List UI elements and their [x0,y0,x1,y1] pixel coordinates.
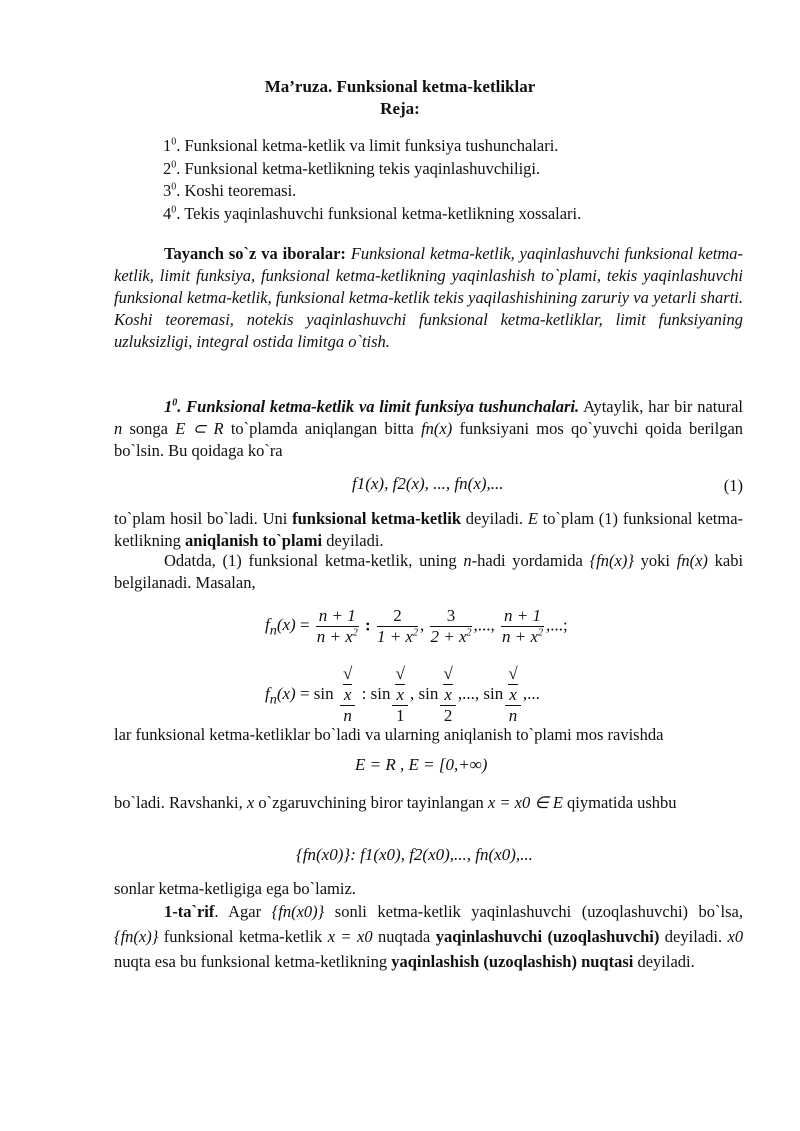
plan-item: $1^0$. Funksional ketma-ketlik va limit funksiya tushunchalari. [163,136,559,155]
section1-paragraph: $1^0$. Funksional ketma-ketlik va limit funksiya tushunchalari. Aytaylik, har bir natural n songa E ⊂ R to`plamda aniqlangan bitta fn(x) funksiyani mos qo`yuvchi qoida berilgan bo`lsin. Bu qoidaga ko`ra [114,397,744,460]
document-title-block [0,76,800,120]
definition-1-paragraph: 1-ta`rif. Agar {fn(x0)} sonli ketma-ketlik yaqinlashuvchi (uzoqlashuvchi) bo`lsa, {fn(x)} funksional ketma-ketlik x = x0 nuqtada yaqinlashuvchi (uzoqlashuvchi) deyiladi. x0 nuqta esa bu funksional ketma-ketlikning yaqinlashish (uzoqlashish) nuqtasi deyiladi. [114,902,744,971]
plan-item: $4^0$. Tekis yaqinlashuvchi funksional ketma-ketlikning xossalari. [163,203,582,223]
sequence-equation: {fn(x0)}: f1(x0), f2(x0),..., fn(x0),... [296,845,533,864]
numeric-sequence-paragraph: sonlar ketma-ketligiga ega bo`lamiz. [114,879,356,898]
domains-equation: E = R , E = [0,+∞) [355,755,488,774]
fixed-point-paragraph: bo`ladi. Ravshanki, x o`zgaruvchining biror tayinlangan x = x0 ∈ E qiymatida ushbu [114,793,677,812]
plan-item: $3^0$. Koshi teoremasi. [163,181,297,200]
plan-item: $2^0$. Funksional ketma-ketlikning tekis yaqinlashuvchiligi. [163,158,541,178]
keywords-text: Funksional ketma-ketlik, yaqinlashuvchi funksional ketma-ketlik, limit funksiya, funksional ketma-ketlikning yaqinlashish to`plami, tekis yaqinlashuvchi funksional ketma-ketlik, funksional ketma-ketlik tekis yaqilashishining zaruriy va yetarli sharti. Koshi teoremasi, notekis yaqinlashuvchi funksional ketma-ketliklar, limit funksiyaning uzluksizligi, integral ostida limitga o`tish. [114,244,744,351]
keywords-paragraph [114,243,743,353]
equation-number: (1) [723,476,743,495]
section-heading: $1^0$. Funksional ketma-ketlik va limit funksiya tushunchalari. [164,397,580,416]
page-title: Ma’ruza. Funksional ketma-ketliklar [264,77,536,96]
definition-paragraph: to`plam hosil bo`ladi. Uni funksional ketma-ketlik deyiladi. E to`plam (1) funksional ketma-ketlikning aniqlanish to`plami deyiladi. [114,509,744,550]
notation-paragraph: Odatda, (1) funksional ketma-ketlik, uning n-hadi yordamida {fn(x)} yoki fn(x) kabi belgilanadi. Masalan, [114,551,744,592]
keywords-label: Tayanch so`z va iboralar: [164,244,346,263]
example-formula-2: $f_n(x) = \sin$ √ x n : sin √ x 1 , sin √ x 2 ,..., sin √ x n ,... [265,664,540,725]
equation-1: f1(x), f2(x), ..., fn(x),... [352,474,504,493]
example-formula-1: $f_n(x)$ = $\frac{n + 1}{n + x^2}$ : $\frac{2}{1 + x^2}$ , $\frac{3}{2 + x^2}$ ,..., $\frac{n + 1}{n + x^2}$ ,...; [265,606,568,646]
page-subtitle: Reja: [380,99,420,118]
plan-list [163,135,581,225]
domains-paragraph: lar funksional ketma-ketliklar bo`ladi va ularning aniqlanish to`plami mos ravishda [114,725,664,744]
